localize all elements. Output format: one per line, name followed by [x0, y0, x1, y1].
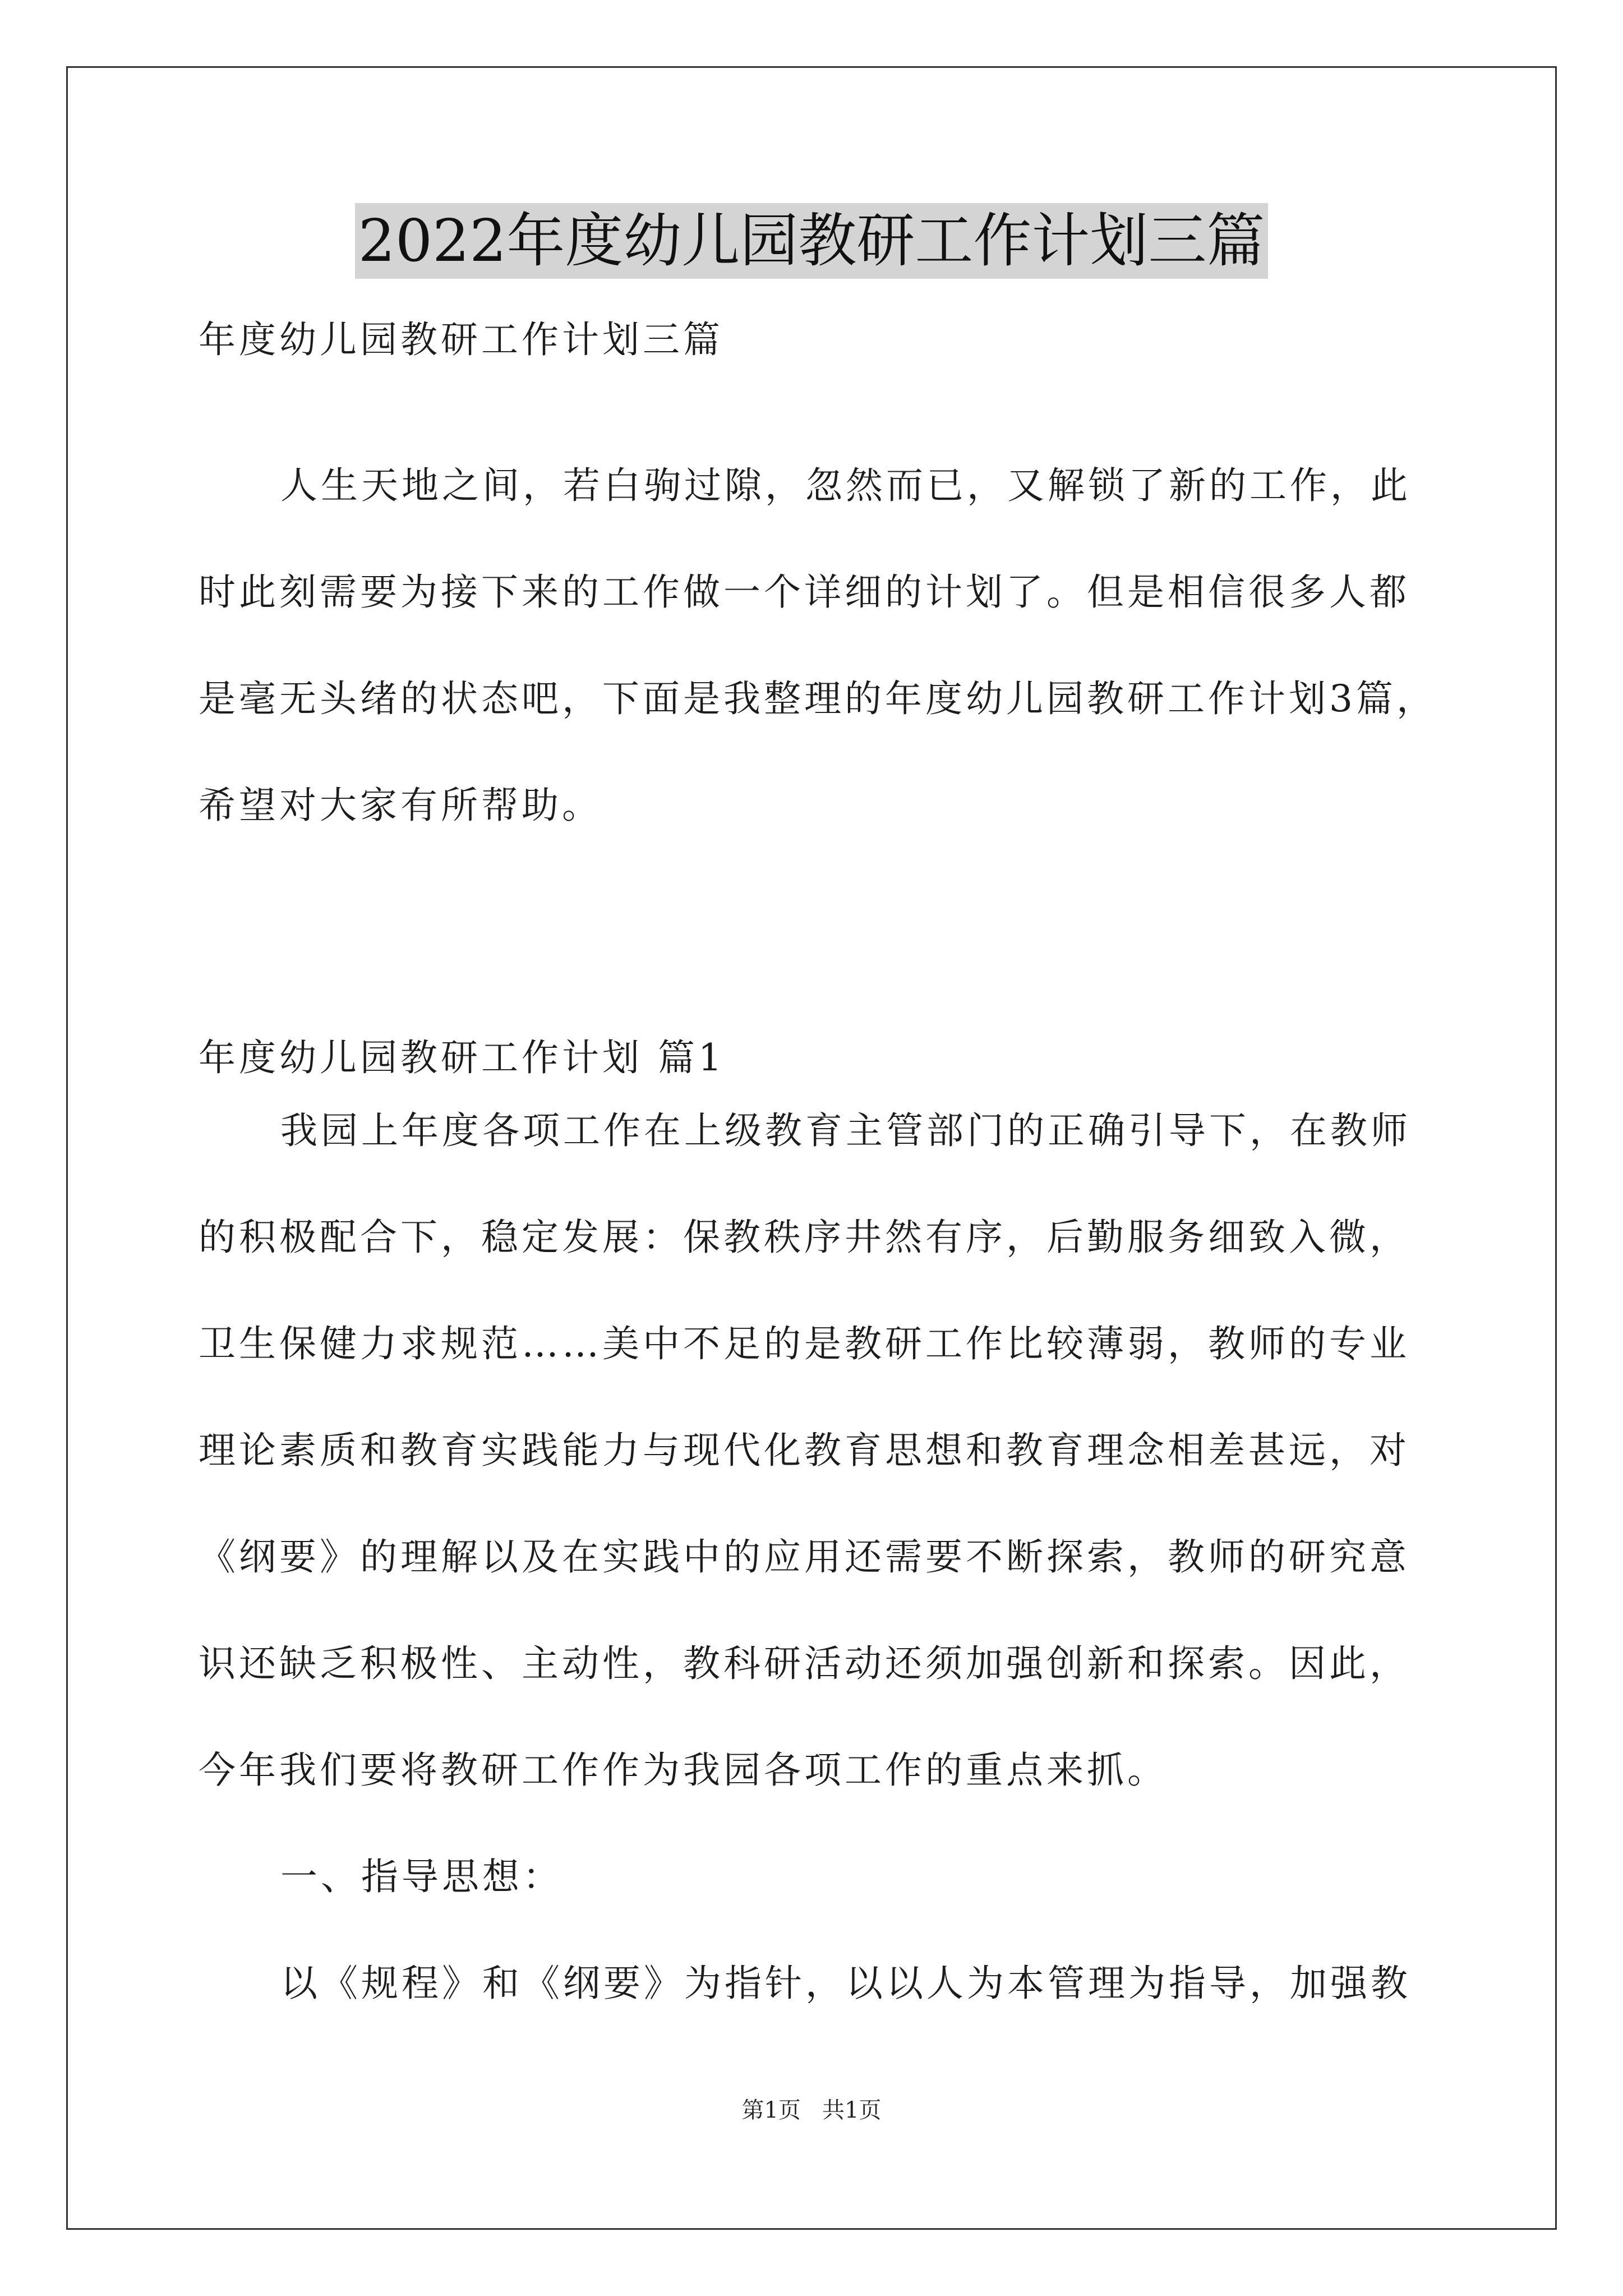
paragraph-line: 理论素质和教育实践能力与现代化教育思想和教育理念相差甚远，对 [199, 1429, 1410, 1472]
paragraph-line: 《纲要》的理解以及在实践中的应用还需要不断探索，教师的研究意 [199, 1535, 1410, 1579]
page-footer: 第1页 共1页 [741, 2097, 882, 2123]
paragraph-line: 今年我们要将教研工作作为我园各项工作的重点来抓。 [199, 1749, 1168, 1792]
paragraph-line: 的积极配合下，稳定发展：保教秩序井然有序，后勤服务细致入微， [199, 1216, 1410, 1259]
paragraph-line: 以《规程》和《纲要》为指针，以以人为本管理为指导，加强教 [280, 1962, 1411, 2005]
paragraph-line: 我园上年度各项工作在上级教育主管部门的正确引导下，在教师 [280, 1109, 1411, 1152]
title-wrap [0, 203, 1623, 279]
paragraph-line: 时此刻需要为接下来的工作做一个详细的计划了。但是相信很多人都 [199, 570, 1410, 614]
paragraph-line: 是毫无头绪的状态吧，下面是我整理的年度幼儿园教研工作计划3篇， [199, 677, 1437, 720]
paragraph-line: 卫生保健力求规范……美中不足的是教研工作比较薄弱，教师的专业 [199, 1322, 1410, 1365]
document-title: 2022年度幼儿园教研工作计划三篇 [355, 203, 1269, 279]
section-heading: 年度幼儿园教研工作计划 篇1 [199, 1036, 725, 1079]
subtitle-line: 年度幼儿园教研工作计划三篇 [199, 318, 723, 361]
paragraph-line: 希望对大家有所帮助。 [199, 784, 602, 827]
subsection-heading: 一、指导思想： [280, 1855, 563, 1898]
paragraph-line: 识还缺乏积极性、主动性，教科研活动还须加强创新和探索。因此， [199, 1642, 1410, 1685]
paragraph-line: 人生天地之间，若白驹过隙，忽然而已，又解锁了新的工作，此 [280, 464, 1411, 507]
